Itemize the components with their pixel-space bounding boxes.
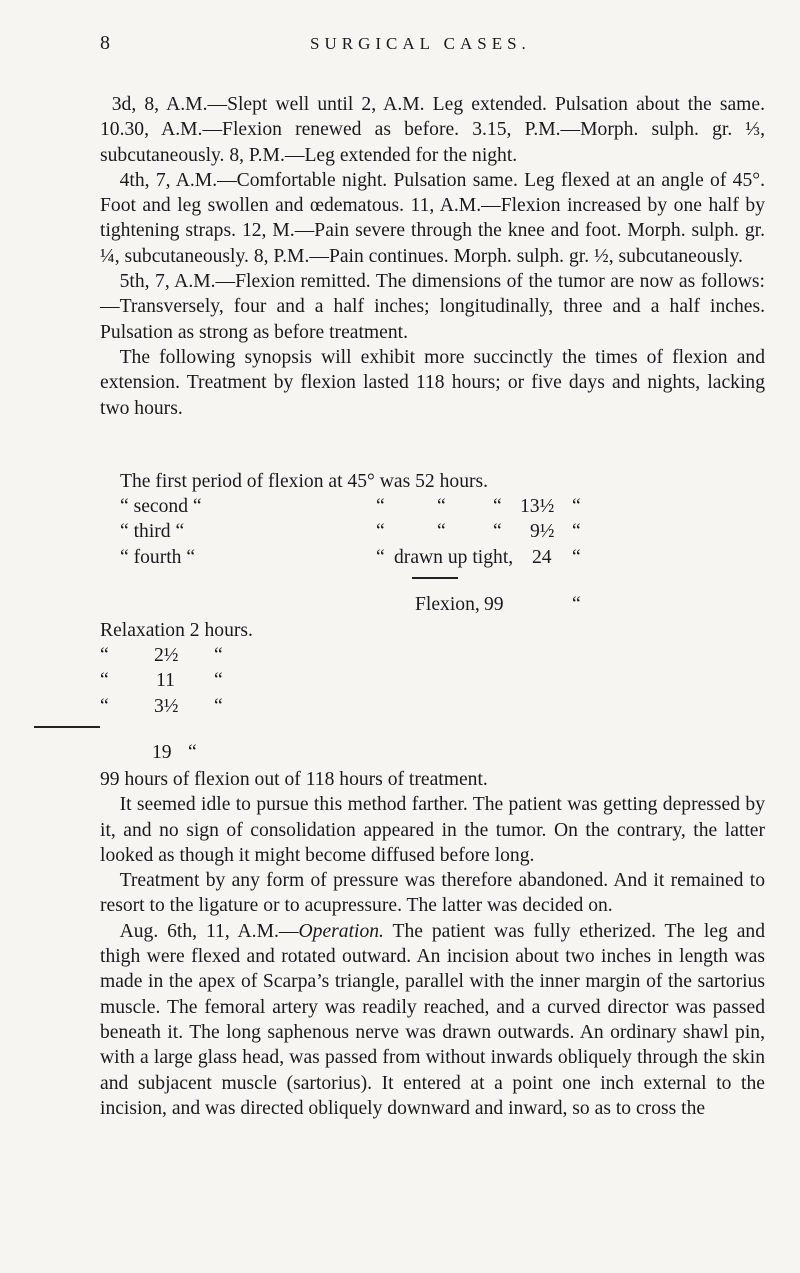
row-mark: “ — [376, 547, 385, 568]
synopsis-row — [100, 521, 620, 546]
row-label: “ third “ — [120, 521, 185, 542]
paragraph-operation: Aug. 6th, 11, A.M.—Operation. The patient was fully etherized. The leg and thigh were flexed and rotated outward. An incision about two inches in length was made in the apex of Scarpa’s triangle, parallel with the inner margin of the sartorius muscle. The femoral artery was readily reached, and a curved director was passed beneath it. The long saphenous nerve was drawn outwards. An ordinary shawl pin, with a large glass head, was passed from without inwards obliquely through the skin and subjacent muscle (sartorius). It entered at a point one inch external to the incision, and was directed obliquely downward and inward, so as to cross the — [100, 920, 766, 1119]
paragraph-5th: 5th, 7, A.M.—Flexion remitted. The dimensions of the tumor are now as follows:—Transversely, four and a half inches; longitudinally, three and a half inches. Pulsation as strong as before treatment. — [100, 271, 765, 343]
synopsis-first-line: The first period of flexion at 45° was 52 hours. — [120, 471, 489, 492]
flexion-total-unit: “ — [572, 594, 581, 615]
row-end: “ — [572, 521, 581, 542]
relaxation-total-value: 19 — [152, 742, 172, 763]
row-label: “ second “ — [120, 496, 202, 517]
row-value: 24 — [532, 547, 552, 568]
flexion-total-label: Flexion, — [415, 594, 480, 615]
relaxation-first-line: Relaxation 2 hours. — [100, 620, 253, 641]
row-end: “ — [572, 496, 581, 517]
row-mark: “ — [493, 496, 502, 517]
operation-title: Operation. — [298, 920, 384, 942]
body-text — [100, 92, 765, 421]
running-title: SURGICAL CASES. — [310, 34, 531, 53]
paragraph-3d: 3d, 8, A.M.—Slept well until 2, A.M. Leg extended. Pulsation about the same. 10.30, A.M.—Flexion renewed as before. 3.15, P.M.—Morph. sulph. gr. ⅓, subcutaneously. 8, P.M.—Leg extended for the night. — [100, 94, 765, 166]
paragraph-4th: 4th, 7, A.M.—Comfortable night. Pulsation same. Leg flexed at an angle of 45°. Foot and leg swollen and œdematous. 11, A.M.—Flexion increased by one half by tightening straps. 12, M.—Pain severe through the knee and foot. Morph. sulph. gr. ¼, subcutaneously. 8, P.M.—Pain continues. Morph. sulph. gr. ½, subcutaneously. — [100, 169, 765, 267]
flexion-total — [100, 594, 620, 619]
row-label: “ fourth “ — [120, 547, 196, 568]
row-mark: “ — [376, 496, 385, 517]
body-text-after-table — [100, 767, 765, 1121]
relaxation-row: “ 11 “ — [100, 670, 223, 691]
synopsis-row — [100, 547, 620, 572]
row-mark: “ — [437, 496, 446, 517]
paragraph-idle: It seemed idle to pursue this method farther. The patient was getting depressed by it, and no sign of consolidation appeared in the tumor. On the contrary, the latter looked as though it might become diffused before long. — [100, 794, 765, 866]
paragraph-synopsis-intro: The following synopsis will exhibit more succinctly the times of flexion and extension. Treatment by flexion lasted 118 hours; or five days and nights, lacking two hours. — [100, 346, 765, 419]
relaxation-total — [100, 742, 620, 767]
relaxation-row: “ 2½ “ — [100, 645, 223, 666]
flexion-total-value: 99 — [484, 594, 504, 615]
row-value: 9½ — [530, 521, 555, 542]
relaxation-row: “ 3½ “ — [100, 696, 223, 717]
row-end: “ — [572, 547, 581, 568]
relaxation-total-unit: “ — [188, 742, 197, 763]
row-mark: “ — [493, 521, 502, 542]
row-mark: “ — [376, 521, 385, 542]
row-mark: “ — [437, 521, 446, 542]
row-mid: drawn up tight, — [394, 547, 514, 568]
synopsis-row — [100, 496, 620, 521]
paragraph-summary: 99 hours of flexion out of 118 hours of treatment. — [100, 769, 488, 790]
relaxation-rule — [34, 726, 100, 728]
paragraph-pressure: Treatment by any form of pressure was therefore abandoned. And it remained to resort to the ligature or to acupressure. The latter was decided on. — [100, 870, 765, 917]
page-header — [100, 32, 760, 58]
row-value: 13½ — [520, 496, 555, 517]
page-number: 8 — [100, 32, 110, 54]
sum-rule — [412, 577, 458, 579]
